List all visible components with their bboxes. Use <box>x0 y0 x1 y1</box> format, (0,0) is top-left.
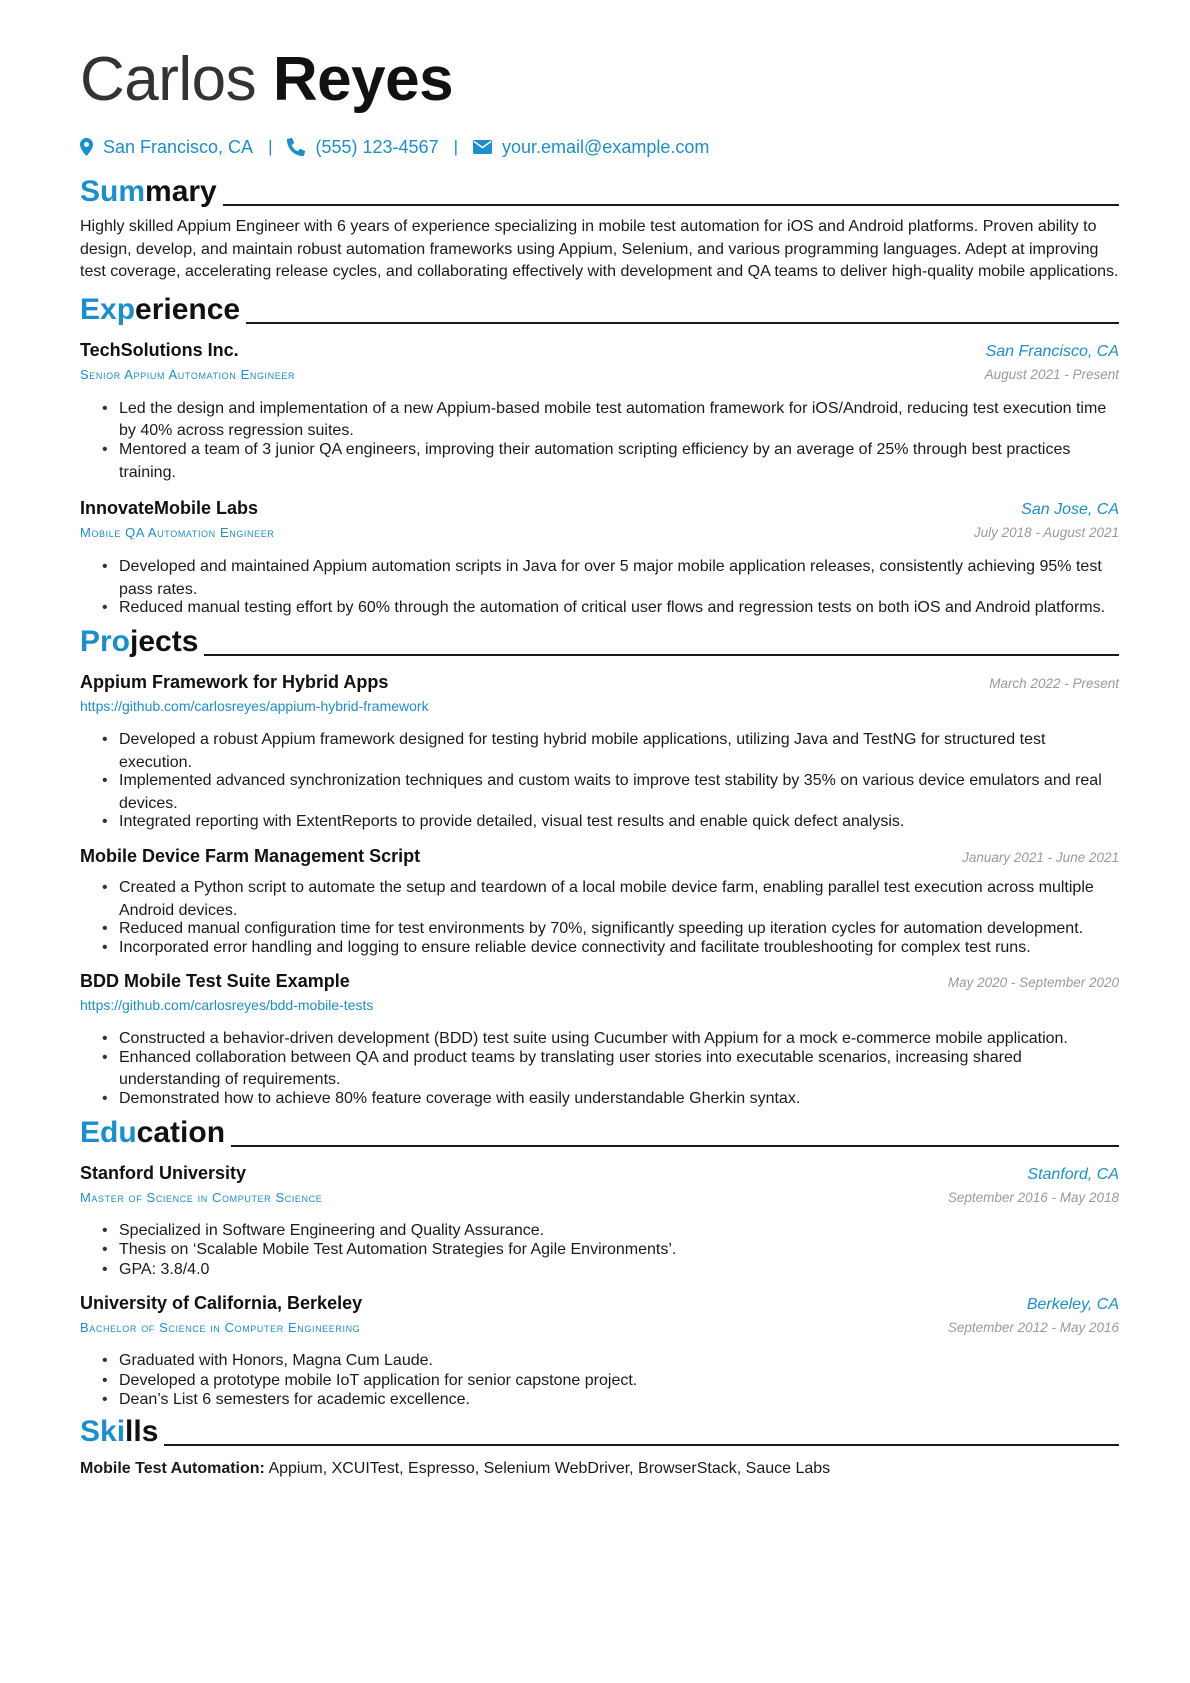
project-bullets <box>102 877 1119 959</box>
list-item: • Reduced manual configuration time for test environments by 70%, significantly speeding up iteration cycles for automation development. <box>102 918 1119 941</box>
list-item: • Developed a prototype mobile IoT application for senior capstone project. <box>102 1371 1119 1391</box>
section-title: Education <box>80 1115 226 1149</box>
list-item: • Implemented advanced synchronization techniques and custom waits to improve test stability by 35% on various device emulators and real devices. <box>102 770 1119 815</box>
list-item: • Specialized in Software Engineering and Quality Assurance. <box>102 1221 1119 1241</box>
education-entry <box>80 1291 1119 1410</box>
list-item: • Led the design and implementation of a new Appium-based mobile test automation framework for iOS/Android, reducing test execution time by 40% across regression suites. <box>102 398 1119 443</box>
list-item: • Developed and maintained Appium automation scripts in Java for over 5 major mobile application releases, consistently achieving 95% test pass rates. <box>102 556 1119 601</box>
list-item: • Mentored a team of 3 junior QA engineers, improving their automation scripting efficiency by an average of 25% through best practices training. <box>102 439 1119 484</box>
contact-email[interactable] <box>473 137 709 158</box>
list-item: • Thesis on ‘Scalable Mobile Test Automation Strategies for Agile Environments’. <box>102 1240 1119 1260</box>
section-rule <box>246 322 1119 324</box>
skill-category: Mobile Test Automation: <box>80 1459 265 1477</box>
company-name: InnovateMobile Labs <box>80 498 259 519</box>
section-rule <box>164 1444 1119 1446</box>
list-item: • Demonstrated how to achieve 80% feature coverage with easily understandable Gherkin syntax. <box>102 1088 1119 1111</box>
school-name: Stanford University <box>80 1162 247 1183</box>
contact-phone[interactable] <box>287 137 438 158</box>
job-entry <box>80 496 1119 620</box>
contact-separator: | <box>453 137 458 156</box>
company-name: TechSolutions Inc. <box>80 339 239 360</box>
location-text: San Francisco, CA <box>103 136 254 157</box>
summary-section <box>80 170 1119 284</box>
education-entry <box>80 1161 1119 1280</box>
project-entry <box>80 670 1119 834</box>
resume-page <box>80 40 1119 1480</box>
list-item: • Created a Python script to automate the setup and teardown of a local mobile device farm, enabling parallel test execution across multiple Android devices. <box>102 877 1119 922</box>
summary-heading <box>80 170 1119 210</box>
contact-location <box>80 137 253 158</box>
experience-heading <box>80 288 1119 328</box>
project-name: Appium Framework for Hybrid Apps <box>80 671 389 692</box>
project-entry <box>80 844 1119 959</box>
project-name: BDD Mobile Test Suite Example <box>80 971 350 992</box>
school-name: University of California, Berkeley <box>80 1293 363 1314</box>
job-location: San Francisco, CA <box>985 342 1119 360</box>
phone-text[interactable]: (555) 123-4567 <box>315 136 439 157</box>
job-bullets <box>102 398 1119 484</box>
candidate-name <box>80 40 1119 120</box>
list-item: • GPA: 3.8/4.0 <box>102 1260 1119 1280</box>
education-bullets <box>102 1221 1119 1280</box>
school-location: Stanford, CA <box>1027 1165 1119 1183</box>
school-dates: September 2016 - May 2018 <box>947 1189 1119 1205</box>
job-role: Mobile QA Automation Engineer <box>80 525 275 541</box>
education-bullets <box>102 1351 1119 1410</box>
section-title: Projects <box>80 624 199 658</box>
project-bullets <box>102 1028 1119 1110</box>
projects-section <box>80 620 1119 1111</box>
section-title: Experience <box>80 292 241 326</box>
school-dates: September 2012 - May 2016 <box>947 1320 1119 1336</box>
list-item: • Graduated with Honors, Magna Cum Laude. <box>102 1351 1119 1371</box>
map-pin-icon <box>80 138 93 156</box>
list-item: • Reduced manual testing effort by 60% through the automation of critical user flows and regression tests on both iOS and Android platforms. <box>102 597 1119 620</box>
project-link[interactable]: https://github.com/carlosreyes/appium-hybrid-framework <box>80 697 429 714</box>
project-bullets <box>102 729 1119 834</box>
phone-icon <box>287 138 305 156</box>
skills-heading <box>80 1410 1119 1450</box>
list-item: • Developed a robust Appium framework designed for testing hybrid mobile applications, utilizing Java and TestNG for structured test execution. <box>102 729 1119 774</box>
skill-values: Appium, XCUITest, Espresso, Selenium WebDriver, BrowserStack, Sauce Labs <box>264 1459 831 1477</box>
project-link[interactable]: https://github.com/carlosreyes/bdd-mobile-tests <box>80 997 374 1014</box>
list-item: • Integrated reporting with ExtentReports to provide detailed, visual test results and enable quick defect analysis. <box>102 811 1119 834</box>
section-rule <box>231 1145 1119 1147</box>
skills-section <box>80 1410 1119 1480</box>
list-item: • Constructed a behavior-driven development (BDD) test suite using Cucumber with Appium for a mock e-commerce mobile application. <box>102 1028 1119 1051</box>
list-item: • Incorporated error handling and logging to ensure reliable device connectivity and facilitate troubleshooting for complex test runs. <box>102 937 1119 960</box>
education-section <box>80 1111 1119 1410</box>
projects-heading <box>80 620 1119 660</box>
job-dates: July 2018 - August 2021 <box>973 525 1119 541</box>
project-dates: May 2020 - September 2020 <box>947 975 1119 991</box>
contact-bar <box>80 134 1119 160</box>
project-name: Mobile Device Farm Management Script <box>80 845 421 866</box>
email-link[interactable]: your.email@example.com <box>502 136 710 157</box>
section-rule <box>204 654 1119 656</box>
job-entry <box>80 338 1119 484</box>
first-name: Carlos <box>80 45 257 114</box>
contact-separator: | <box>268 137 273 156</box>
section-title: Summary <box>80 175 217 208</box>
job-bullets <box>102 556 1119 620</box>
education-heading <box>80 1111 1119 1151</box>
project-dates: March 2022 - Present <box>989 675 1119 691</box>
last-name: Reyes <box>272 45 454 114</box>
degree: Master of Science in Computer Science <box>80 1189 323 1205</box>
school-location: Berkeley, CA <box>1026 1296 1119 1314</box>
experience-section <box>80 288 1119 620</box>
project-entry <box>80 969 1119 1110</box>
project-dates: January 2021 - June 2021 <box>962 849 1119 865</box>
list-item: • Dean’s List 6 semesters for academic excellence. <box>102 1390 1119 1410</box>
degree: Bachelor of Science in Computer Engineering <box>80 1320 361 1336</box>
section-rule <box>223 204 1119 206</box>
section-title: Skills <box>80 1414 159 1448</box>
summary-text: Highly skilled Appium Engineer with 6 years of experience specializing in mobile test automation for iOS and Android platforms. Proven ability to design, develop, and maintain robust automation frameworks using Appium, Selenium, and various programming languages. Adept at improving test coverage, accelerating release cycles, and collaborating effectively with development and QA teams to deliver high-quality mobile applications. <box>80 218 1119 281</box>
job-role: Senior Appium Automation Engineer <box>80 366 296 382</box>
list-item: • Enhanced collaboration between QA and product teams by translating user stories into executable scenarios, increasing shared understanding of requirements. <box>102 1047 1119 1092</box>
job-dates: August 2021 - Present <box>984 366 1119 382</box>
envelope-icon <box>473 140 492 154</box>
skill-line <box>80 1458 1119 1480</box>
job-location: San Jose, CA <box>1021 501 1119 519</box>
